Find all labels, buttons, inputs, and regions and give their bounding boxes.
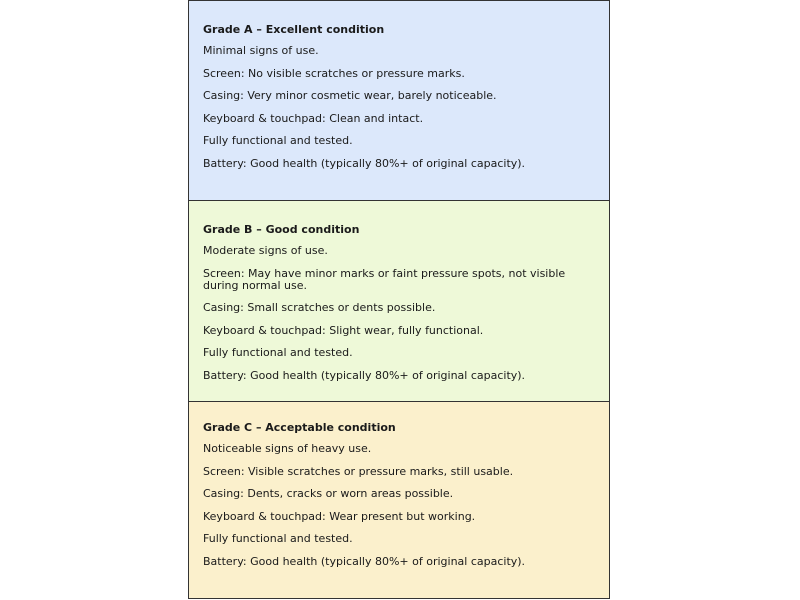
grade-a-card <box>189 1 609 201</box>
grade-c-title: Grade C – Acceptable condition <box>203 421 396 434</box>
grade-b-line: Keyboard & touchpad: Slight wear, fully functional. <box>203 323 484 337</box>
grade-b-line: Moderate signs of use. <box>203 244 328 257</box>
grade-b-line: Screen: May have minor marks or faint pressure spots, not visible during normal use. <box>203 266 566 292</box>
grade-c-card <box>189 402 609 598</box>
grade-a-line: Screen: No visible scratches or pressure marks. <box>203 66 465 80</box>
grade-c-line: Fully functional and tested. <box>203 532 353 545</box>
grade-table <box>188 0 610 599</box>
grade-b-card <box>189 201 609 402</box>
grade-a-line: Keyboard & touchpad: Clean and intact. <box>203 111 424 125</box>
grade-b-title: Grade B – Good condition <box>203 223 360 236</box>
grade-c-line: Screen: Visible scratches or pressure marks, still usable. <box>203 464 514 478</box>
grade-c-line: Battery: Good health (typically 80%+ of original capacity). <box>203 554 526 568</box>
grade-a-title: Grade A – Excellent condition <box>203 23 385 36</box>
grade-a-line: Fully functional and tested. <box>203 134 353 147</box>
grade-a-line: Battery: Good health (typically 80%+ of original capacity). <box>203 156 526 170</box>
grade-b-line: Fully functional and tested. <box>203 346 353 359</box>
grade-c-line: Noticeable signs of heavy use. <box>203 442 372 455</box>
grade-c-line: Casing: Dents, cracks or worn areas possible. <box>203 487 454 500</box>
grade-b-line: Battery: Good health (typically 80%+ of original capacity). <box>203 368 526 382</box>
grade-a-line: Minimal signs of use. <box>203 44 319 57</box>
grade-b-line: Casing: Small scratches or dents possible. <box>203 301 436 314</box>
grade-a-line: Casing: Very minor cosmetic wear, barely noticeable. <box>203 89 497 102</box>
grade-c-line: Keyboard & touchpad: Wear present but working. <box>203 509 476 523</box>
